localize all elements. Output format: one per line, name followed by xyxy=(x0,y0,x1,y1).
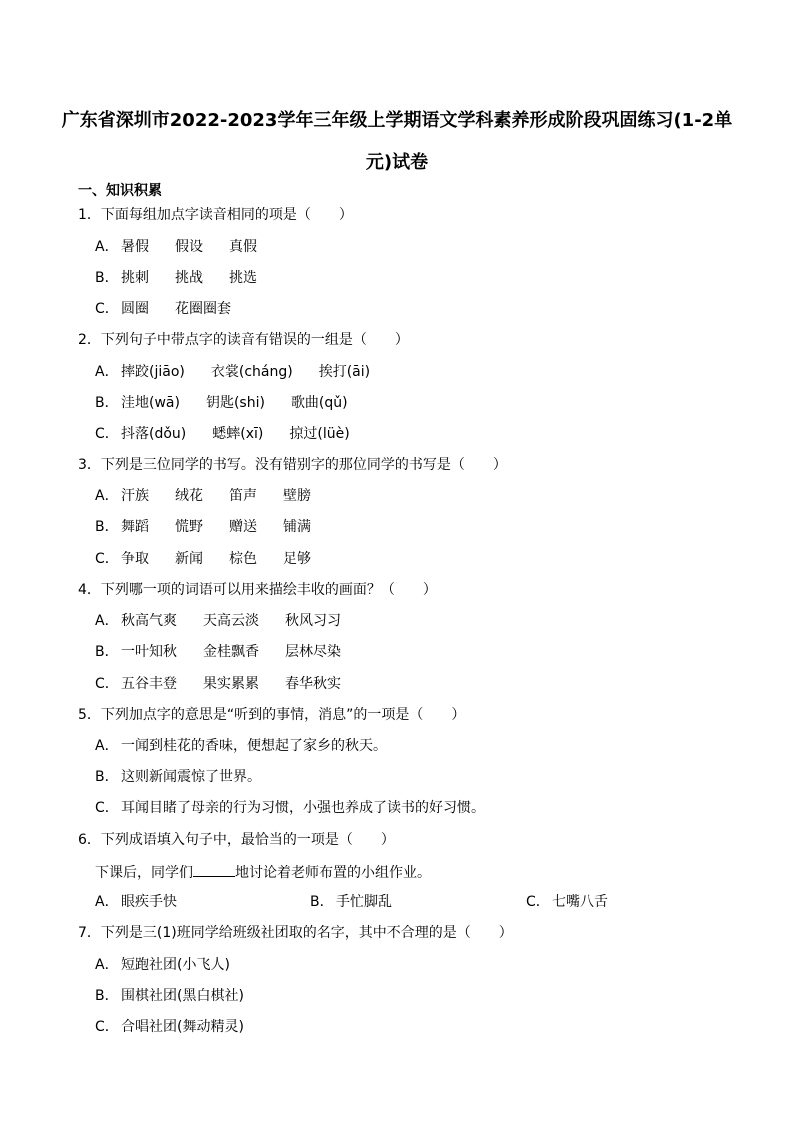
question-2-stem: 2．下列句子中带点字的读音有错误的一组是（ ） xyxy=(78,332,409,348)
question-3-option-c[interactable]: C． 争取 新闻 棕色 足够 xyxy=(95,551,311,567)
question-7-option-c[interactable]: C． 合唱社团(舞动精灵) xyxy=(95,1019,244,1035)
question-3-stem: 3．下列是三位同学的书写。没有错别字的那位同学的书写是（ ） xyxy=(78,457,507,473)
question-6-option-c[interactable]: C． 七嘴八舌 xyxy=(526,894,608,910)
answer-blank[interactable] xyxy=(193,862,235,877)
question-1-stem: 1．下面每组加点字读音相同的项是（ ） xyxy=(78,207,353,223)
question-6-option-a[interactable]: A． 眼疾手快 xyxy=(95,894,177,910)
question-5-option-c[interactable]: C． 耳闻目睹了母亲的行为习惯，小强也养成了读书的好习惯。 xyxy=(95,800,485,816)
question-6-sentence: 下课后，同学们 地讨论着老师布置的小组作业。 xyxy=(95,862,431,882)
question-5-option-a[interactable]: A． 一闻到桂花的香味，便想起了家乡的秋天。 xyxy=(95,738,387,754)
question-4-stem: 4．下列哪一项的词语可以用来描绘丰收的画面？（ ） xyxy=(78,582,437,598)
section-title: 一、知识积累 xyxy=(78,183,162,199)
question-1-option-b[interactable]: B． 挑刺 挑战 挑选 xyxy=(95,270,257,286)
question-2-option-a[interactable]: A． 摔跤(jiāo) 衣裳(cháng) 挨打(āi) xyxy=(95,364,371,380)
question-3-option-a[interactable]: A． 汗族 绒花 笛声 壁膀 xyxy=(95,488,311,504)
question-5-option-b[interactable]: B． 这则新闻震惊了世界。 xyxy=(95,769,261,785)
question-6-stem: 6．下列成语填入句子中，最恰当的一项是（ ） xyxy=(78,832,395,848)
question-5-stem: 5．下列加点字的意思是“听到的事情，消息”的一项是（ ） xyxy=(78,707,466,723)
question-7-option-a[interactable]: A． 短跑社团(小飞人) xyxy=(95,957,230,973)
question-7-option-b[interactable]: B． 围棋社团(黑白棋社) xyxy=(95,988,244,1004)
question-2-option-b[interactable]: B． 洼地(wā) 钥匙(shi) 歌曲(qǔ) xyxy=(95,395,348,411)
question-1-option-c[interactable]: C． 圆圈 花圈圈套 xyxy=(95,301,231,317)
question-4-option-b[interactable]: B． 一叶知秋 金桂飘香 层林尽染 xyxy=(95,644,341,660)
question-1-option-a[interactable]: A． 暑假 假设 真假 xyxy=(95,239,257,255)
question-2-option-c[interactable]: C． 抖落(dǒu) 蟋蟀(xī) 掠过(lüè) xyxy=(95,426,350,442)
question-4-option-c[interactable]: C． 五谷丰登 果实累累 春华秋实 xyxy=(95,676,341,692)
question-3-option-b[interactable]: B． 舞蹈 慌野 赠送 铺满 xyxy=(95,519,311,535)
exam-title: 广东省深圳市2022-2023学年三年级上学期语文学科素养形成阶段巩固练习(1-2单元)试卷 xyxy=(61,110,733,173)
question-7-stem: 7．下列是三(1)班同学给班级社团取的名字，其中不合理的是（ ） xyxy=(78,925,513,941)
question-6-option-b[interactable]: B． 手忙脚乱 xyxy=(310,894,392,910)
question-4-option-a[interactable]: A． 秋高气爽 天高云淡 秋风习习 xyxy=(95,613,341,629)
